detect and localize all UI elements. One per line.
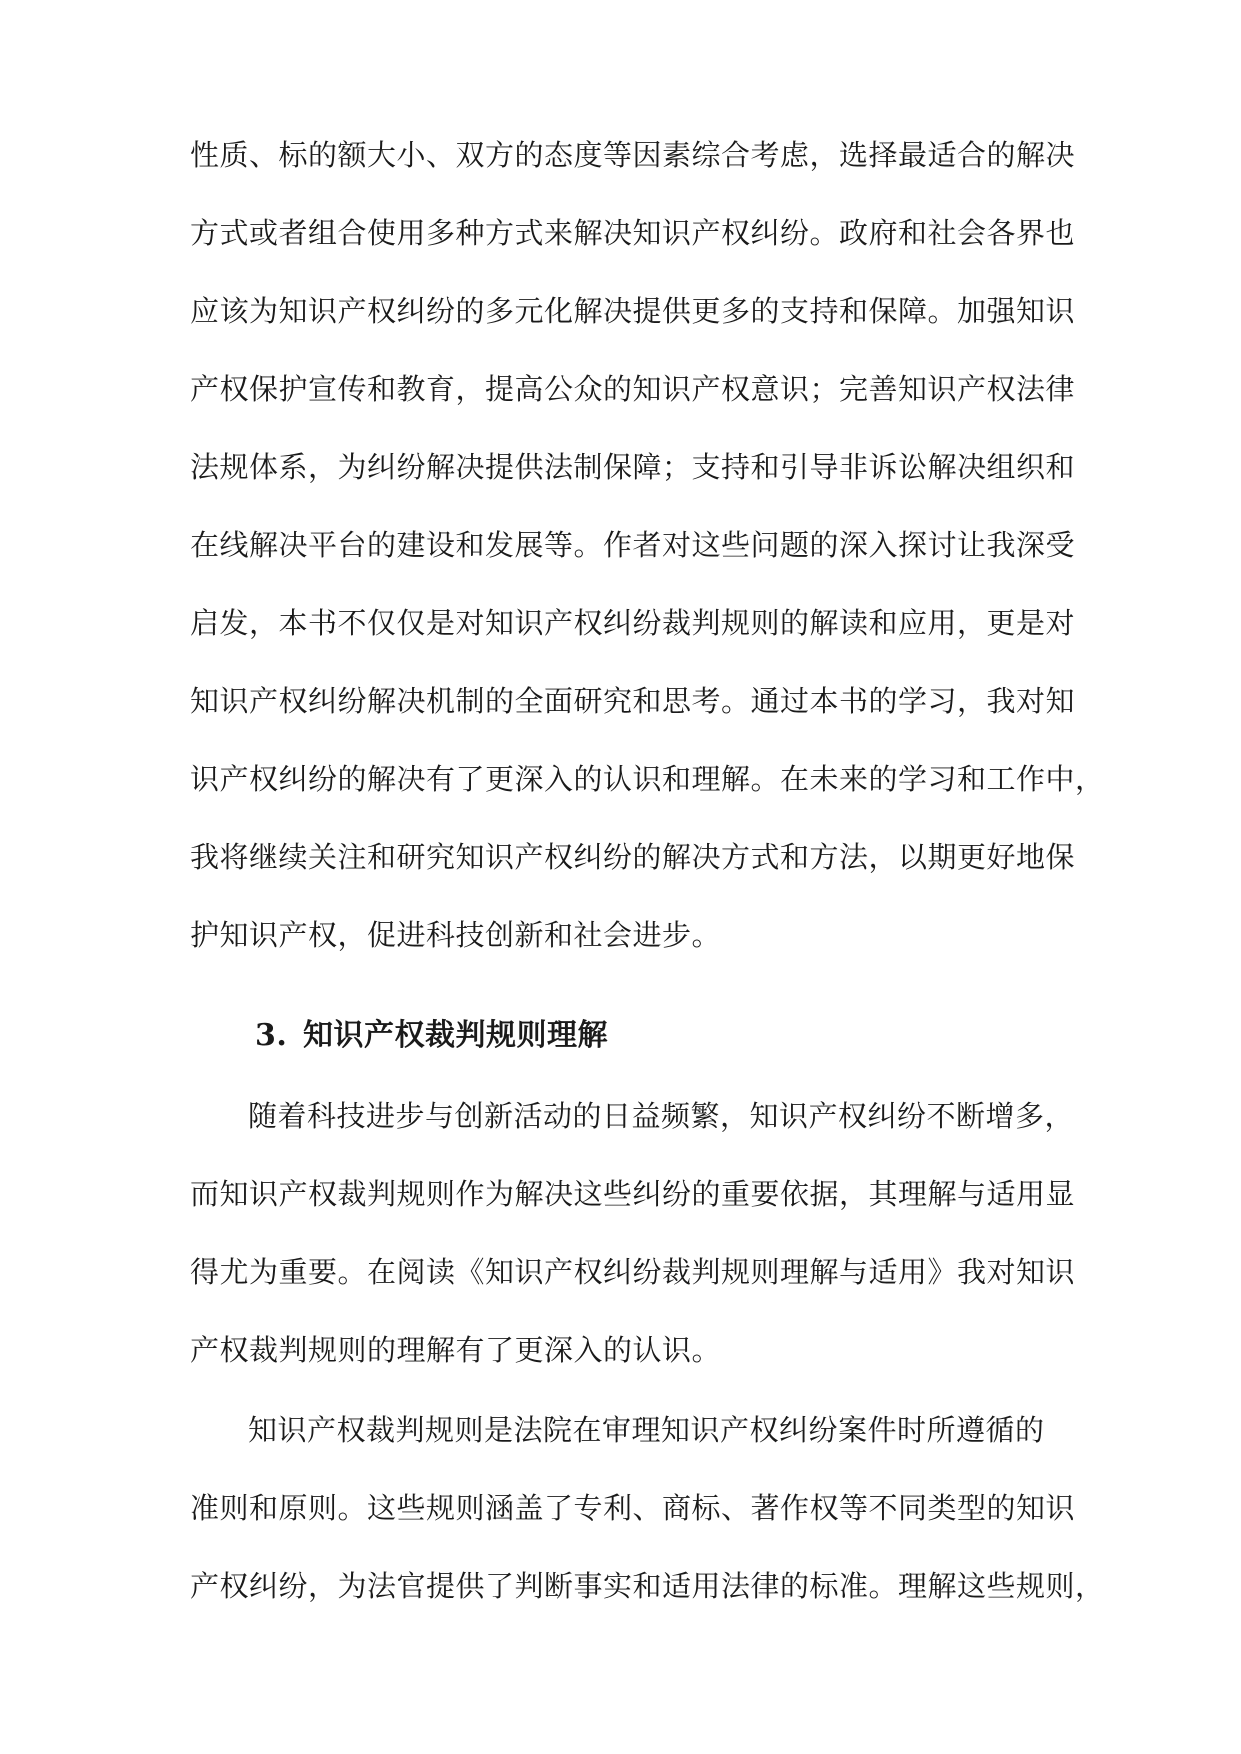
text-line: 在线解决平台的建设和发展等。作者对这些问题的深入探讨让我深受 <box>190 528 1076 562</box>
text-line: 性质、标的额大小、双方的态度等因素综合考虑，选择最适合的解决 <box>190 138 1076 172</box>
text-line: 法规体系，为纠纷解决提供法制保障；支持和引导非诉讼解决组织和 <box>190 450 1076 484</box>
text-line: 准则和原则。这些规则涵盖了专利、商标、著作权等不同类型的知识 <box>190 1491 1076 1525</box>
text-line: 识产权纠纷的解决有了更深入的认识和理解。在未来的学习和工作中， <box>190 762 1105 796</box>
text-line: 方式或者组合使用多种方式来解决知识产权纠纷。政府和社会各界也 <box>190 216 1076 250</box>
text-line: 而知识产权裁判规则作为解决这些纠纷的重要依据，其理解与适用显 <box>190 1177 1076 1211</box>
text-line: 产权裁判规则的理解有了更深入的认识。 <box>190 1333 722 1367</box>
text-line: 产权保护宣传和教育，提高公众的知识产权意识；完善知识产权法律 <box>190 372 1076 406</box>
text-line: 护知识产权，促进科技创新和社会进步。 <box>190 918 722 952</box>
text-line: 知识产权纠纷解决机制的全面研究和思考。通过本书的学习，我对知 <box>190 684 1076 718</box>
text-line: 随着科技进步与创新活动的日益频繁，知识产权纠纷不断增多， <box>248 1099 1075 1133</box>
section-title: 知识产权裁判规则理解 <box>303 1018 608 1053</box>
text-line: 产权纠纷，为法官提供了判断事实和适用法律的标准。理解这些规则， <box>190 1569 1105 1603</box>
text-line: 启发，本书不仅仅是对知识产权纠纷裁判规则的解读和应用，更是对 <box>190 606 1076 640</box>
text-line: 知识产权裁判规则是法院在审理知识产权纠纷案件时所遵循的 <box>248 1413 1045 1447</box>
section-heading <box>0 1006 1241 1066</box>
text-line: 应该为知识产权纠纷的多元化解决提供更多的支持和保障。加强知识 <box>190 294 1076 328</box>
section-number: 3. <box>255 1018 288 1053</box>
text-line: 得尤为重要。在阅读《知识产权纠纷裁判规则理解与适用》我对知识 <box>190 1255 1076 1289</box>
text-line: 我将继续关注和研究知识产权纠纷的解决方式和方法，以期更好地保 <box>190 840 1076 874</box>
